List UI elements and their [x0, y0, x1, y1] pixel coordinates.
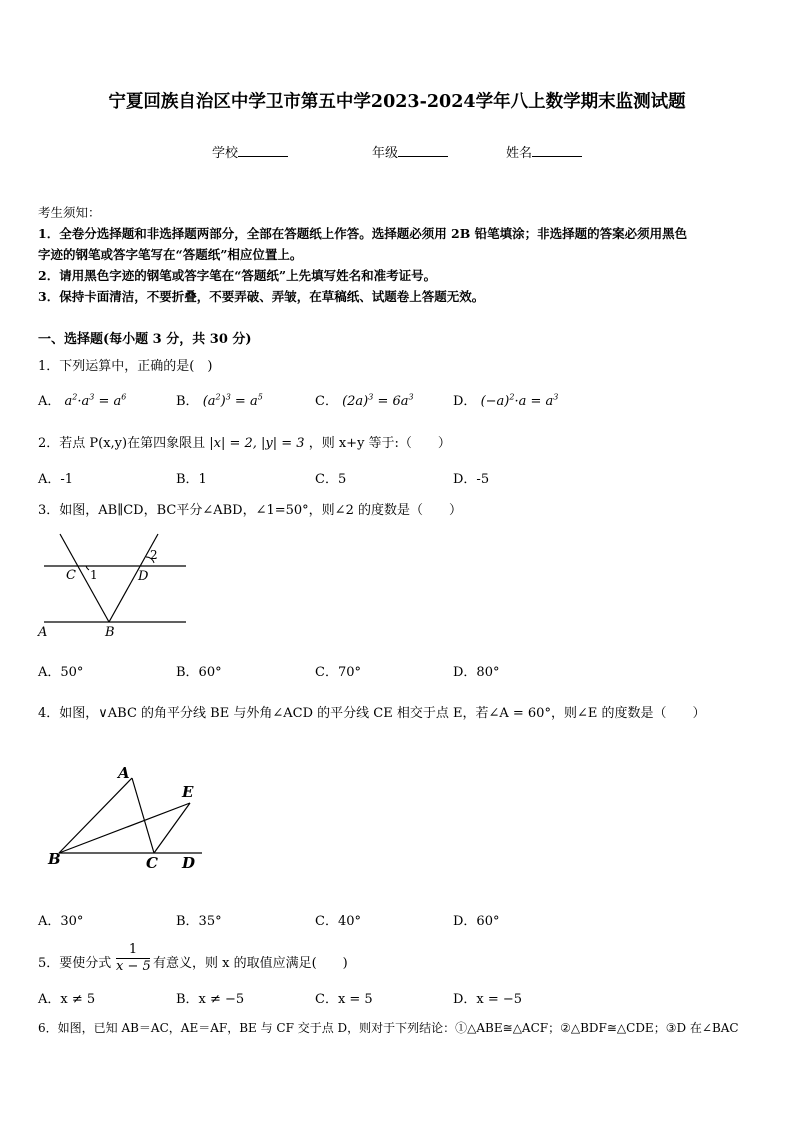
line-be — [59, 803, 190, 853]
label-c: C — [66, 568, 76, 583]
school-blank[interactable] — [238, 144, 288, 157]
q6-stem: 6．如图，已知 AB＝AC，AE＝AF，BE 与 CF 交于点 D，则对于下列结论：①△ABE≅△ACF；②△BDF≅△CDE；③D 在∠BAC — [38, 1021, 739, 1035]
q2-option-a[interactable]: A．-1 — [38, 472, 74, 487]
grade-label: 年级 — [372, 146, 399, 161]
label-1: 1 — [90, 568, 98, 582]
label-b: B — [48, 850, 61, 868]
label-2: 2 — [150, 548, 158, 562]
label-a: A — [38, 625, 48, 640]
q4-figure — [44, 760, 214, 879]
line-ac — [132, 778, 154, 853]
school-field — [212, 142, 288, 161]
q3-option-d[interactable]: D．80° — [453, 665, 500, 680]
q1-option-c-formula: $(2a)^3 = 6a^3$ — [342, 392, 414, 409]
q1-option-d-formula: $(-a)^2\cdot a = a^3$ — [480, 392, 559, 409]
label-e: E — [182, 783, 194, 801]
label-d: D — [182, 854, 196, 872]
line-ba — [59, 778, 132, 853]
q1-option-b-formula: $(a^2)^3 = a^5$ — [202, 392, 263, 409]
q5-option-d[interactable]: D．x = −5 — [453, 992, 523, 1007]
notes-heading: 考生须知： — [38, 205, 101, 220]
note-1-line-2: 字迹的钢笔或答字笔写在“答题纸”相应位置上。 — [38, 247, 303, 262]
q5-fraction-numerator: 1 — [128, 942, 138, 957]
q2-stem-post: ，则 x+y 等于:（ ） — [308, 436, 451, 451]
school-label: 学校 — [212, 146, 239, 161]
q1-option-c-label: C． — [315, 394, 338, 409]
q3-option-c[interactable]: C．70° — [315, 665, 361, 680]
name-field — [506, 142, 582, 161]
q1-option-a[interactable] — [38, 390, 126, 409]
q5-stem-pre: 5．要使分式 — [38, 956, 112, 971]
note-1-line-1: 1．全卷分选择题和非选择题两部分，全部在答题纸上作答。选择题必须用 2B 铅笔填涂；非选择题的答案必须用黑色 — [38, 226, 688, 241]
label-a: A — [118, 764, 130, 782]
q2-stem-pre: 2．若点 P(x,y)在第四象限且 — [38, 436, 206, 451]
q5-stem-post: 有意义，则 x 的取值应满足( ) — [153, 956, 348, 971]
label-d: D — [138, 569, 149, 584]
note-2: 2．请用黑色字迹的钢笔或答字笔在“答题纸”上先填写姓名和准考证号。 — [38, 268, 437, 283]
q1-option-b-label: B． — [176, 394, 199, 409]
name-blank[interactable] — [532, 144, 582, 157]
q1-stem: 1．下列运算中，正确的是( ) — [38, 359, 213, 374]
grade-field — [372, 142, 448, 161]
q5-option-a[interactable]: A．x ≠ 5 — [38, 992, 96, 1007]
q5-option-c[interactable]: C．x = 5 — [315, 992, 373, 1007]
q1-option-d[interactable] — [453, 390, 558, 409]
grade-blank[interactable] — [398, 144, 448, 157]
q1-option-d-label: D． — [453, 394, 477, 409]
q4-option-d[interactable]: D．60° — [453, 914, 500, 929]
q5-fraction — [116, 942, 150, 974]
q2-option-c[interactable]: C．5 — [315, 472, 347, 487]
q1-option-a-label: A． — [38, 394, 61, 409]
q1-option-c[interactable] — [315, 390, 414, 409]
q4-stem: 4．如图，∨ABC 的角平分线 BE 与外角∠ACD 的平分线 CE 相交于点 E，若∠A = 60°，则∠E 的度数是（ ） — [38, 706, 706, 721]
label-b: B — [105, 625, 115, 640]
q3-option-a[interactable]: A．50° — [38, 665, 84, 680]
q3-option-b[interactable]: B．60° — [176, 665, 222, 680]
q3-figure — [34, 530, 194, 646]
q2-condition: |x| = 2, |y| = 3 — [209, 436, 305, 451]
note-3: 3．保持卡面清洁，不要折叠，不要弄破、弄皱，在草稿纸、试题卷上答题无效。 — [38, 289, 485, 304]
section-heading: 一、选择题(每小题 3 分，共 30 分) — [38, 332, 252, 347]
q3-stem: 3．如图，AB∥CD，BC平分∠ABD，∠1=50°，则∠2 的度数是（ ） — [38, 503, 462, 518]
name-label: 姓名 — [506, 146, 533, 161]
q4-option-c[interactable]: C．40° — [315, 914, 361, 929]
q5-fraction-denominator: x − 5 — [116, 959, 151, 974]
q5-option-b[interactable]: B．x ≠ −5 — [176, 992, 245, 1007]
q4-option-a[interactable]: A．30° — [38, 914, 84, 929]
q1-option-b[interactable] — [176, 390, 263, 409]
q2-option-b[interactable]: B．1 — [176, 472, 207, 487]
q2-option-d[interactable]: D．-5 — [453, 472, 490, 487]
label-c: C — [146, 854, 158, 872]
q1-option-a-formula: $a^2\cdot a^3 = a^6$ — [64, 392, 127, 409]
q4-option-b[interactable]: B．35° — [176, 914, 222, 929]
q2-stem — [38, 432, 451, 451]
page-title: 宁夏回族自治区中学卫市第五中学2023-2024学年八上数学期末监测试题 — [108, 92, 686, 112]
